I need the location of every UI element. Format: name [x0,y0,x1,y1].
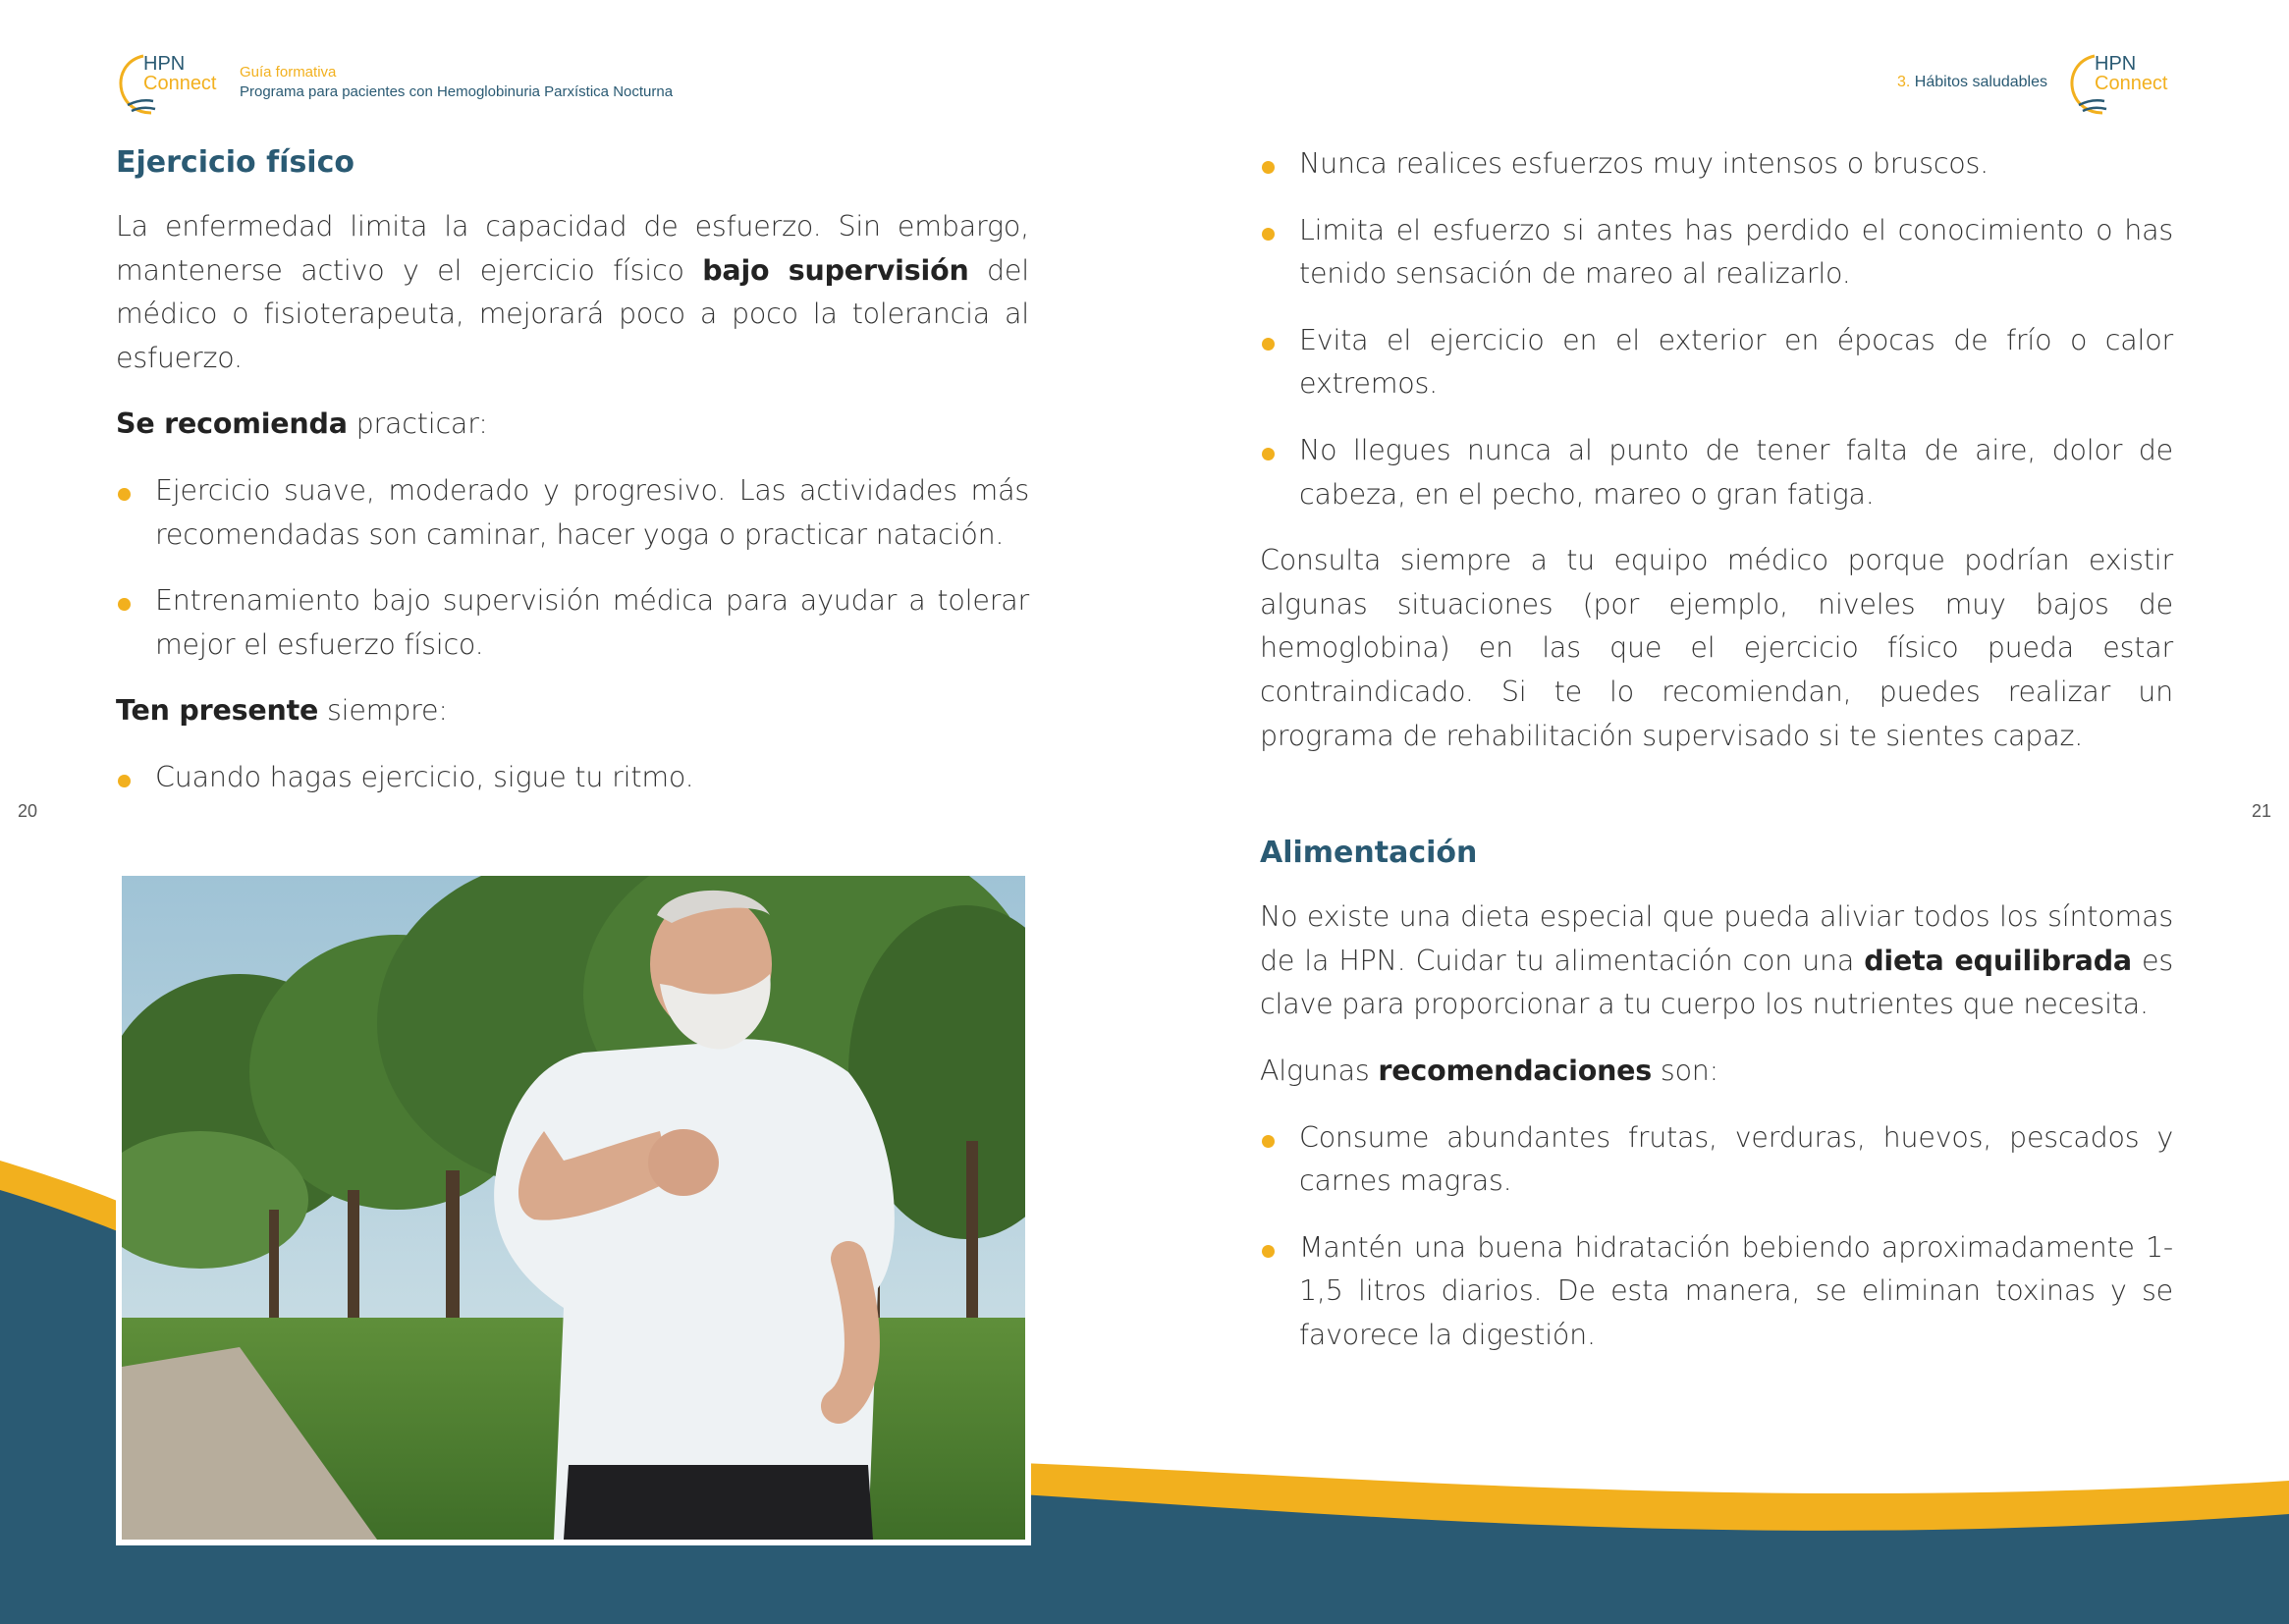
logo-text-hpn: HPN [143,53,186,75]
consult-paragraph: Consulta siempre a tu equipo médico porque podrían existir algunas situaciones (por ejemplo, niveles muy bajos de hemoglobina) en las que el ejercicio físico pueda estar contraindicado. Si te lo recomiendan, puedes realizar un programa de rehabilitación supervisado si te sientes capaz. [1260,544,2173,752]
nutrition-list [1260,1116,2173,1358]
logo-text-hpn: HPN [2095,53,2137,75]
list-item [116,579,1029,667]
intro-text-end: del médico o fisioterapeuta, mejorará poco a poco la tolerancia al esfuerzo. [116,253,1029,374]
list-item-text: Consume abundantes frutas, verduras, huevos, pescados y carnes magras. [1299,1120,2173,1198]
list-item-text: Ejercicio suave, moderado y progresivo. Las actividades más recomendadas son caminar, hacer yoga o practicar natación. [155,473,1029,551]
bullet-dot-icon [1262,448,1275,460]
recommendations-lead [1260,1050,2173,1094]
list-item [1260,142,2173,187]
list-item [1260,209,2173,297]
list-item-text: Evita el ejercicio en el exterior en épocas de frío o calor extremos. [1299,323,2173,401]
bullet-dot-icon [1262,161,1275,174]
bullet-dot-icon [118,775,131,787]
some-text-end: son: [1652,1054,1719,1087]
food-bold-text: dieta equilibrada [1864,944,2132,977]
header-right [1897,43,2175,122]
intro-bold-text: bajo supervisión [702,253,969,287]
list-item [1260,1116,2173,1204]
exercise-intro-paragraph [116,205,1029,380]
list-item-text: Mantén una buena hidratación bebiendo aproximadamente 1-1,5 litros diarios. De esta manera, se eliminan toxinas y se favorece la digestión. [1299,1230,2173,1351]
keep-list-continued [1260,142,2173,516]
chapter-number: 3. [1897,74,1911,90]
bullet-dot-icon [1262,1135,1275,1148]
chapter-label [1897,74,2047,91]
guide-title: Guía formativa [240,64,337,81]
food-text: No existe una dieta especial que pueda aliviar todos los síntomas de la HPN. Cuidar tu alimentación con una [1260,900,2173,977]
list-item [116,469,1029,557]
recommend-bold: Se recomienda [116,407,348,441]
recommend-list [116,469,1029,667]
section-heading-nutrition: Alimentación [1260,836,1478,871]
some-text: Algunas [1260,1054,1379,1087]
bullet-dot-icon [118,488,131,501]
page-number-right: 21 [2251,801,2271,821]
left-page-content [116,142,1029,823]
hpn-connect-logo [114,46,224,119]
food-text-end: es clave para proporcionar a tu cuerpo los nutrientes que necesita. [1260,944,2173,1021]
list-item [116,756,1029,800]
list-item-text: Nunca realices esfuerzos muy intensos o bruscos. [1299,147,1989,180]
hpn-connect-logo [2065,46,2175,119]
jogging-man-illustration [122,876,1025,1540]
right-page-content [1260,142,2173,1380]
logo-text-connect: Connect [143,73,217,94]
photo-man-jogging [116,870,1031,1545]
recommend-lead [116,403,1029,447]
list-item-text: No llegues nunca al punto de tener falta de aire, dolor de cabeza, en el pecho, mareo o gran fatiga. [1299,433,2173,511]
logo-text-connect: Connect [2095,73,2168,94]
bullet-dot-icon [118,598,131,611]
list-item [1260,429,2173,516]
nutrition-intro-paragraph [1260,895,2173,1027]
chapter-title: Hábitos saludables [1914,74,2047,90]
keep-in-mind-lead [116,689,1029,733]
bullet-dot-icon [1262,1245,1275,1258]
header-left [114,43,673,122]
guide-subtitle: Programa para pacientes con Hemoglobinuria Parxística Nocturna [240,83,674,100]
keep-list [116,756,1029,800]
recommend-rest: practicar: [347,407,488,441]
some-bold: recomendaciones [1378,1054,1653,1087]
bullet-dot-icon [1262,338,1275,351]
list-item-text: Cuando hagas ejercicio, sigue tu ritmo. [155,760,694,793]
list-item [1260,319,2173,406]
page-number-left: 20 [18,801,38,821]
keep-bold: Ten presente [116,694,319,728]
section-heading-exercise: Ejercicio físico [116,145,354,180]
bullet-dot-icon [1262,228,1275,241]
guide-header-text [240,63,673,102]
intro-text: La enfermedad limita la capacidad de esfuerzo. Sin embargo, mantenerse activo y el ejercicio físico [116,210,1029,287]
list-item-text: Limita el esfuerzo si antes has perdido el conocimiento o has tenido sensación de mareo al realizarlo. [1299,213,2173,291]
keep-rest: siempre: [318,694,448,728]
list-item [1260,1226,2173,1358]
list-item-text: Entrenamiento bajo supervisión médica para ayudar a tolerar mejor el esfuerzo físico. [155,584,1029,661]
